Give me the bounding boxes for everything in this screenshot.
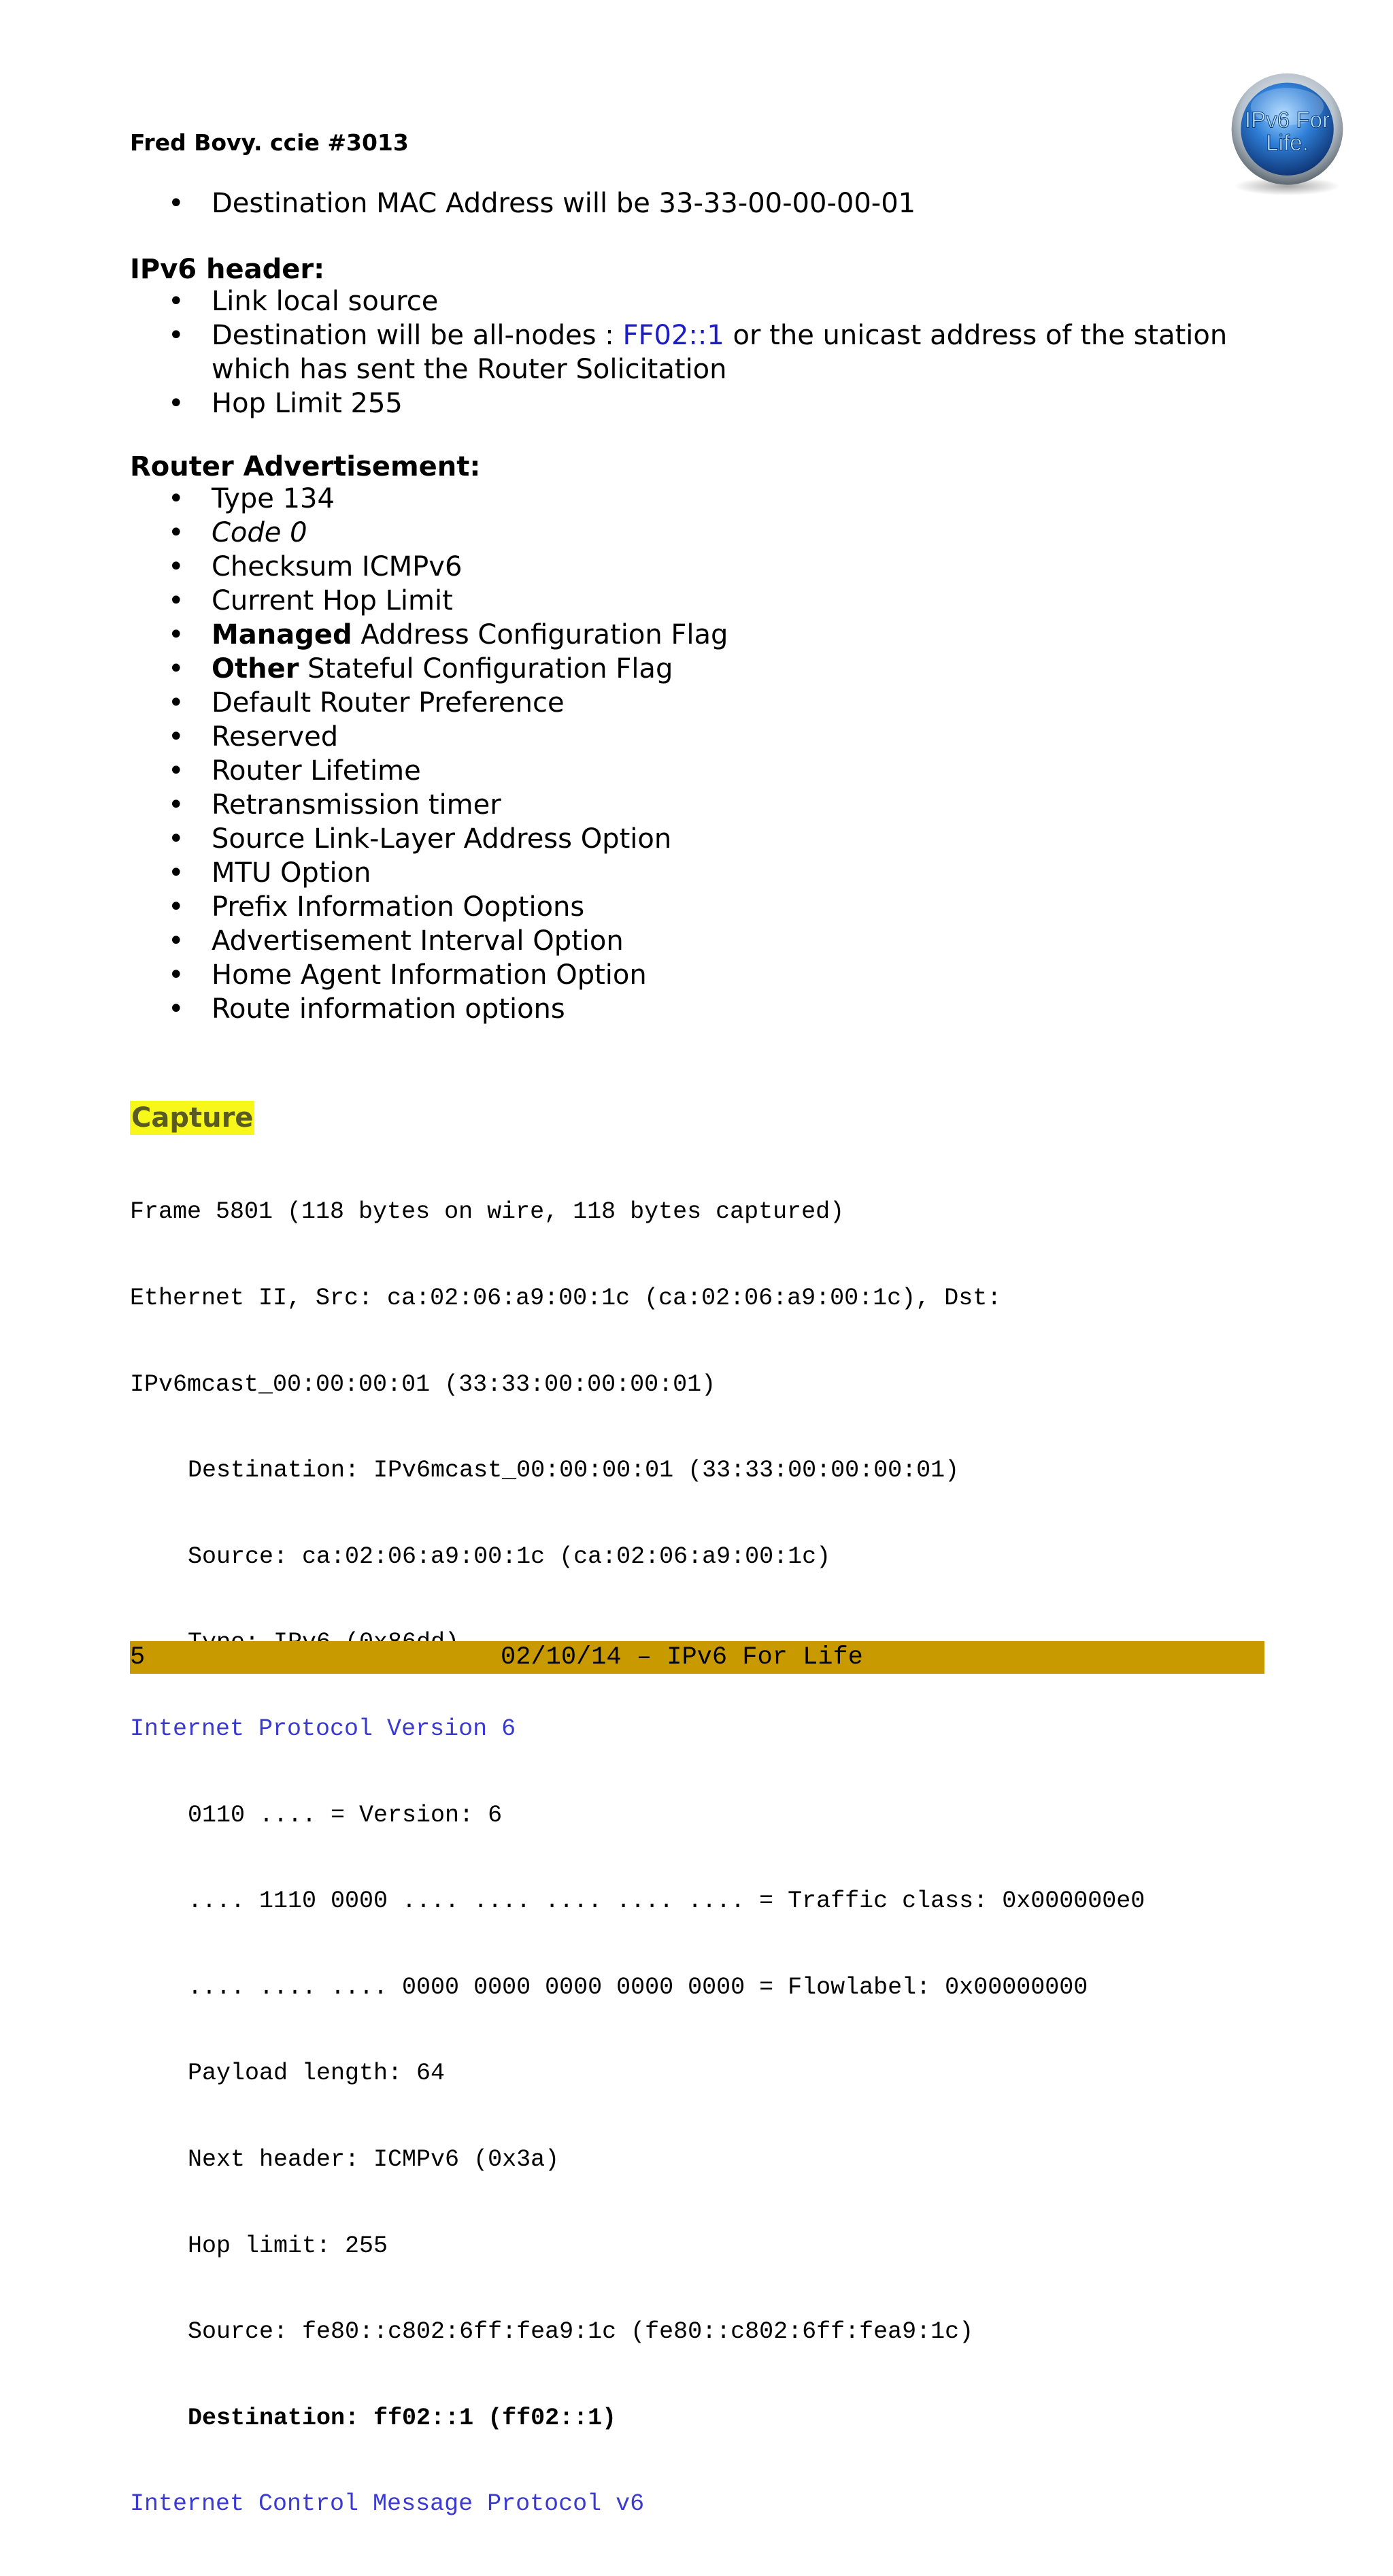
capture-line: Frame 5801 (118 bytes on wire, 118 bytes captured) [130, 1198, 845, 1226]
capture-line: .... .... .... 0000 0000 0000 0000 0000 = Flowlabel: 0x00000000 [188, 1973, 1088, 2001]
page-number: 5 [130, 1643, 146, 1672]
list-item: • Type 134 [130, 482, 1273, 516]
list-item [130, 652, 1273, 686]
list-item: • Code 0 [130, 516, 1273, 550]
footer-text: 02/10/14 – IPv6 For Life [501, 1643, 863, 1672]
capture-line: Hop limit: 255 [188, 2232, 388, 2260]
router-advertisement-title: Router Advertisement: [130, 451, 481, 482]
other-flag-label: Other [212, 653, 299, 684]
managed-flag-text: Address Configuration Flag [352, 619, 728, 650]
capture-title: Capture [131, 1102, 254, 1134]
page-footer [130, 1641, 1264, 1674]
ipv6-header-title: IPv6 header: [130, 254, 325, 285]
list-item: • Link local source [130, 284, 1273, 318]
capture-line: Payload length: 64 [188, 2060, 446, 2087]
capture-line: Source: fe80::c802:6ff:fea9:1c (fe80::c802:6ff:fea9:1c) [188, 2318, 974, 2346]
list-item: • Advertisement Interval Option [130, 924, 1273, 958]
ipv6-protocol-line: Internet Protocol Version 6 [130, 1715, 516, 1743]
logo-badge-icon [1221, 68, 1354, 201]
list-item: • Default Router Preference [130, 686, 1273, 720]
icmpv6-protocol-line: Internet Control Message Protocol v6 [130, 2490, 645, 2518]
list-item [130, 318, 1273, 386]
ipv6-for-life-logo [1221, 68, 1354, 201]
list-item: • Prefix Information Ooptions [130, 890, 1273, 924]
other-flag-text: Stateful Configuration Flag [299, 653, 673, 684]
list-item: • Current Hop Limit [130, 584, 1273, 618]
list-item: • Reserved [130, 720, 1273, 754]
intro-bullet-list [130, 186, 1273, 220]
ipv6-header-bullet-list [130, 284, 1273, 420]
list-item [130, 618, 1273, 652]
list-item: • Source Link-Layer Address Option [130, 822, 1273, 856]
list-item: • Retransmission timer [130, 788, 1273, 822]
packet-capture-dump [130, 1140, 1145, 2576]
capture-line: 0110 .... = Version: 6 [188, 1801, 503, 1829]
author-header: Fred Bovy. ccie #3013 [130, 129, 409, 156]
list-item: • Hop Limit 255 [130, 386, 1273, 420]
list-item: • Router Lifetime [130, 754, 1273, 788]
list-item: • Checksum ICMPv6 [130, 550, 1273, 584]
list-item: • Route information options [130, 992, 1273, 1026]
dest-suffix-text: or the unicast address of the station which has sent the Router Solicitation [212, 320, 1228, 385]
list-item: • Home Agent Information Option [130, 958, 1273, 992]
capture-destination-line: Destination: ff02::1 (ff02::1) [188, 2404, 617, 2432]
router-advertisement-bullet-list [130, 482, 1273, 1026]
capture-line: Next header: ICMPv6 (0x3a) [188, 2145, 560, 2173]
all-nodes-address: FF02::1 [622, 320, 724, 351]
logo-text-line2: Life. [1266, 130, 1309, 156]
capture-line: Ethernet II, Src: ca:02:06:a9:00:1c (ca:02:06:a9:00:1c), Dst: [130, 1285, 1002, 1312]
capture-line: .... 1110 0000 .... .... .... .... .... = Traffic class: 0x000000e0 [188, 1887, 1145, 1915]
logo-text-line1: IPv6 For [1244, 108, 1330, 133]
list-item: • MTU Option [130, 856, 1273, 890]
capture-line: IPv6mcast_00:00:00:01 (33:33:00:00:00:01) [130, 1370, 716, 1398]
dest-prefix-text: Destination will be all-nodes : [212, 320, 623, 351]
capture-line: Destination: IPv6mcast_00:00:00:01 (33:33:00:00:00:01) [188, 1457, 960, 1485]
managed-flag-label: Managed [212, 619, 352, 650]
list-item: • Destination MAC Address will be 33-33-00-00-00-01 [130, 186, 1273, 220]
capture-line: Source: ca:02:06:a9:00:1c (ca:02:06:a9:00:1c) [188, 1542, 831, 1570]
